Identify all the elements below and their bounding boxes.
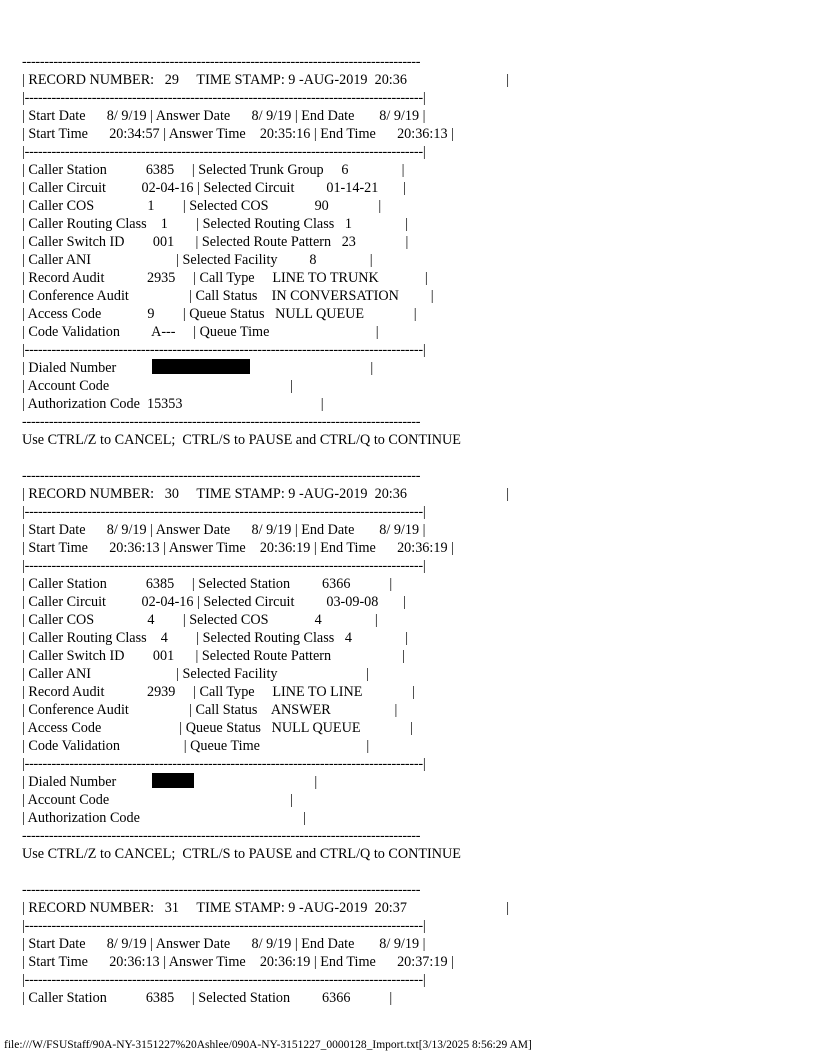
log-line: | Access Code 9 | Queue Status NULL QUEUE | xyxy=(22,306,417,322)
log-line xyxy=(22,449,802,467)
log-line: | Authorization Code | xyxy=(22,810,306,826)
log-line: | Record Audit 2935 | Call Type LINE TO TRUNK | xyxy=(22,270,428,286)
redaction-bar xyxy=(152,773,194,788)
log-line: ----------------------------------------------------------------------------------------- xyxy=(22,468,421,484)
log-line: | Caller COS 1 | Selected COS 90 | xyxy=(22,198,382,214)
log-line: Use CTRL/Z to CANCEL; CTRL/S to PAUSE and CTRL/Q to CONTINUE xyxy=(22,432,461,448)
log-line: | Caller COS 4 | Selected COS 4 | xyxy=(22,612,378,628)
log-line: |-----------------------------------------------------------------------------------------| xyxy=(22,558,426,574)
log-line: | Conference Audit | Call Status IN CONVERSATION | xyxy=(22,288,434,304)
log-line: | Caller Circuit 02-04-16 | Selected Circuit 01-14-21 | xyxy=(22,180,407,196)
log-line: | Caller Circuit 02-04-16 | Selected Circuit 03-09-08 | xyxy=(22,594,407,610)
log-line: | Record Audit 2939 | Call Type LINE TO LINE | xyxy=(22,684,415,700)
log-line: | Account Code | xyxy=(22,792,293,808)
file-path-footer: file:///W/FSUStaff/90A-NY-3151227%20Ashlee/090A-NY-3151227_0000128_Import.txt[3/13/2025 8:56:29 AM] xyxy=(4,1039,532,1051)
log-line: | Conference Audit | Call Status ANSWER | xyxy=(22,702,398,718)
log-line: |-----------------------------------------------------------------------------------------| xyxy=(22,972,426,988)
log-line: |-----------------------------------------------------------------------------------------| xyxy=(22,90,426,106)
log-line: | Code Validation A--- | Queue Time | xyxy=(22,324,379,340)
log-line: |-----------------------------------------------------------------------------------------| xyxy=(22,756,426,772)
log-line: | Caller Station 6385 | Selected Station 6366 | xyxy=(22,576,393,592)
log-line: | Dialed Number | xyxy=(22,774,318,790)
log-line: | Caller ANI | Selected Facility | xyxy=(22,666,370,682)
log-line: | RECORD NUMBER: 29 TIME STAMP: 9 -AUG-2019 20:36 | xyxy=(22,72,510,88)
log-line: | Account Code | xyxy=(22,378,293,394)
log-line: |-----------------------------------------------------------------------------------------| xyxy=(22,504,426,520)
log-line: ----------------------------------------------------------------------------------------- xyxy=(22,54,421,70)
log-line: | Caller Routing Class 4 | Selected Routing Class 4 | xyxy=(22,630,409,646)
log-line: | Dialed Number | xyxy=(22,360,374,376)
log-line: ----------------------------------------------------------------------------------------- xyxy=(22,882,421,898)
log-line: |-----------------------------------------------------------------------------------------| xyxy=(22,918,426,934)
log-line: | Start Date 8/ 9/19 | Answer Date 8/ 9/19 | End Date 8/ 9/19 | xyxy=(22,522,426,538)
log-line: | Start Date 8/ 9/19 | Answer Date 8/ 9/19 | End Date 8/ 9/19 | xyxy=(22,108,426,124)
log-line: |-----------------------------------------------------------------------------------------| xyxy=(22,144,426,160)
log-line: ----------------------------------------------------------------------------------------- xyxy=(22,828,421,844)
redaction-bar xyxy=(152,359,250,374)
log-line: ----------------------------------------------------------------------------------------- xyxy=(22,414,421,430)
record-log xyxy=(22,53,802,1007)
log-line: | Caller Station 6385 | Selected Trunk Group 6 | xyxy=(22,162,405,178)
log-line: | Start Date 8/ 9/19 | Answer Date 8/ 9/19 | End Date 8/ 9/19 | xyxy=(22,936,426,952)
log-line: | Access Code | Queue Status NULL QUEUE | xyxy=(22,720,414,736)
log-line: | Caller Routing Class 1 | Selected Routing Class 1 | xyxy=(22,216,409,232)
log-line: | Code Validation | Queue Time | xyxy=(22,738,370,754)
log-line: | Start Time 20:36:13 | Answer Time 20:36:19 | End Time 20:37:19 | xyxy=(22,954,454,970)
log-line: | RECORD NUMBER: 31 TIME STAMP: 9 -AUG-2019 20:37 | xyxy=(22,900,510,916)
log-line: | Authorization Code 15353 | xyxy=(22,396,324,412)
log-line xyxy=(22,863,802,881)
log-line: | Caller Station 6385 | Selected Station 6366 | xyxy=(22,990,393,1006)
log-line: | Start Time 20:34:57 | Answer Time 20:35:16 | End Time 20:36:13 | xyxy=(22,126,454,142)
log-line: |-----------------------------------------------------------------------------------------| xyxy=(22,342,426,358)
log-line: | Caller ANI | Selected Facility 8 | xyxy=(22,252,373,268)
log-line: | Caller Switch ID 001 | Selected Route Pattern | xyxy=(22,648,405,664)
log-line: Use CTRL/Z to CANCEL; CTRL/S to PAUSE and CTRL/Q to CONTINUE xyxy=(22,846,461,862)
log-line: | Caller Switch ID 001 | Selected Route Pattern 23 | xyxy=(22,234,409,250)
log-line: | Start Time 20:36:13 | Answer Time 20:36:19 | End Time 20:36:19 | xyxy=(22,540,454,556)
log-line: | RECORD NUMBER: 30 TIME STAMP: 9 -AUG-2019 20:36 | xyxy=(22,486,510,502)
